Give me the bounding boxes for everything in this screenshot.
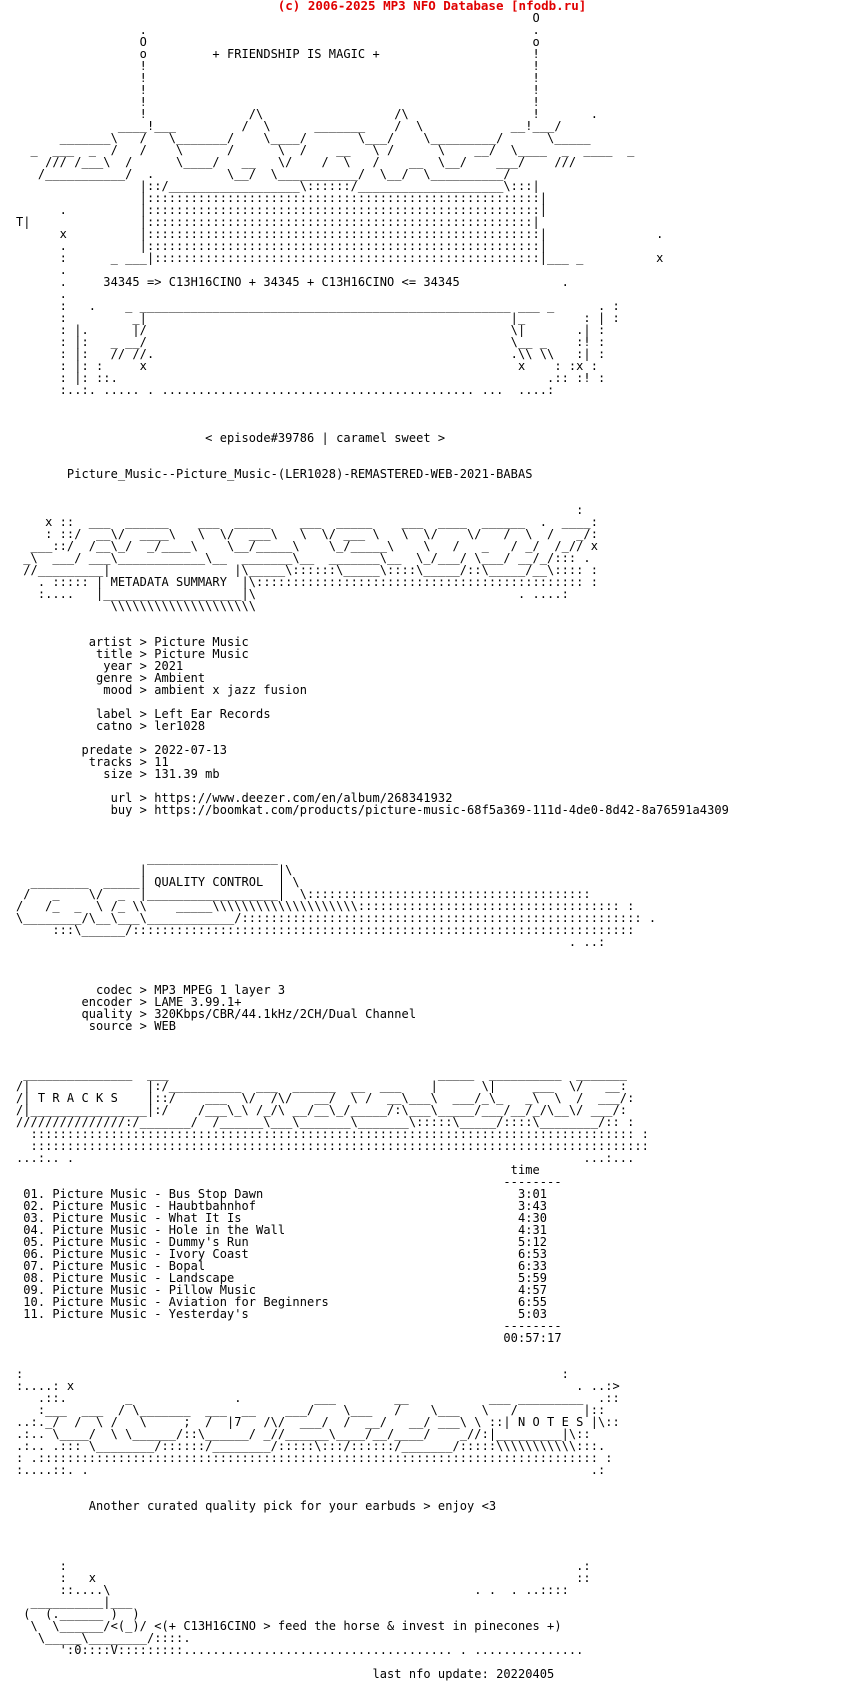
nfo-line: last nfo update: 20220405	[16, 1667, 555, 1681]
nfo-line: \\\\\\\\\\\\\\\\\\\\	[16, 599, 257, 613]
nfo-line	[16, 1476, 729, 1488]
nfo-line: : . _ ___________________________________________________ ___ _ . :	[16, 299, 620, 313]
nfo-line: mood > ambient x jazz fusion	[16, 683, 307, 697]
nfo-line: . 34345 => C13H16CINO + 34345 + C13H16CINO <= 34345 .	[16, 275, 569, 289]
nfo-line: :::\______/:::::::::::::::::::::::::::::::::::::::::::::::::::::::::::::::::::::	[16, 923, 635, 937]
nfo-line	[16, 1656, 729, 1668]
nfo-line: :....: x . ..:>	[16, 1379, 620, 1393]
nfo-line: :....::. . .:	[16, 1463, 606, 1477]
nfo-line: ________ _____| QUALITY CONTROL | \	[16, 875, 300, 889]
nfo-line	[16, 828, 729, 840]
nfo-line: 00:57:17	[16, 1331, 562, 1345]
nfo-line: :..:. ..... . ........................................... ... ....:	[16, 383, 555, 397]
nfo-line	[16, 612, 729, 624]
nfo-line: 11. Picture Music - Yesterday's 5:03	[16, 1307, 548, 1321]
nfo-line: : |. |/ \| .| :	[16, 323, 606, 337]
nfo-line: |::::::::::::::::::::::::::::::::::::::::::::::::::::::|	[16, 191, 548, 205]
nfo-line: artist > Picture Music	[16, 635, 249, 649]
nfo-line: / /_ _ \ /_ \\ _____\\\\\\\\\\\\\\\\\\\\:::::::::::::::::::::::::::::::::::: :	[16, 899, 635, 913]
nfo-line: genre > Ambient	[16, 671, 206, 685]
nfo-line	[16, 1032, 729, 1044]
nfo-line: :::::::::::::::::::::::::::::::::::::::::::::::::::::::::::::::::::::::::::::::::::::	[16, 1139, 649, 1153]
nfo-line: < episode#39786 | caramel sweet >	[16, 431, 446, 445]
nfo-line: /___________/ . \__/ \___________/ \__/ \__________/	[16, 167, 511, 181]
nfo-line	[16, 480, 729, 492]
nfo-line: :	[16, 503, 584, 517]
nfo-line: : :	[16, 1367, 569, 1381]
nfo-line	[16, 1524, 729, 1536]
nfo-ascii-art	[16, 12, 729, 1680]
nfo-line: O o	[16, 35, 540, 49]
nfo-line: 07. Picture Music - Bopal 6:33	[16, 1259, 548, 1273]
nfo-line: _ ___ _ / / \ / \ / __ \ / \ __/ \____ _ ____ _	[16, 143, 635, 157]
nfo-line: ! !	[16, 71, 540, 85]
nfo-line: quality > 320Kbps/CBR/44.1kHz/2CH/Dual Channel	[16, 1007, 417, 1021]
nfo-line: ___::/ /__\_/ _/____\ \__/_____\ \_/_____\ \ / _ / _/ /_// x	[16, 539, 598, 553]
nfo-line: |::/__________________\::::::/____________________\:::|	[16, 179, 540, 193]
nfo-line	[16, 948, 729, 960]
nfo-line	[16, 1512, 729, 1524]
nfo-line: encoder > LAME 3.99.1+	[16, 995, 242, 1009]
nfo-line: ::....\ . . . ..::::	[16, 1583, 569, 1597]
nfo-line: O	[16, 11, 540, 25]
nfo-line: url > https://www.deezer.com/en/album/268341932	[16, 791, 453, 805]
nfo-line: . |::::::::::::::::::::::::::::::::::::::::::::::::::::::|	[16, 239, 548, 253]
nfo-line: . |::::::::::::::::::::::::::::::::::::::::::::::::::::::|	[16, 203, 548, 217]
nfo-line: /|________________|:/ /___\_\ /_/\ __/__\_/_____/:\___\_____/___/__/_/\__\/ ___/:	[16, 1103, 628, 1117]
nfo-line: --------	[16, 1175, 562, 1189]
nfo-line: : x ::	[16, 1571, 591, 1585]
nfo-line: : .::::::::::::::::::::::::::::::::::::::::::::::::::::::::::::::::::::::::::::: :	[16, 1451, 613, 1465]
nfo-line	[16, 960, 729, 972]
nfo-line: 03. Picture Music - What It Is 4:30	[16, 1211, 548, 1225]
nfo-line: : _| |_ : | :	[16, 311, 620, 325]
nfo-line: 10. Picture Music - Aviation for Beginners 6:55	[16, 1295, 548, 1309]
nfo-line: / _ \/ _ |__________________| \:::::::::::::::::::::::::::::::::::::::	[16, 887, 591, 901]
nfo-line: : ::/ __\/ ____\ \ \/ ___\ \ \/ ___ \ \ \/ \/ / \ / _/:	[16, 527, 598, 541]
nfo-line: :___ ___ / \_______ ___ __ ___/ \___ / \___ \ / |::	[16, 1403, 606, 1417]
nfo-line: . ..:	[16, 935, 606, 949]
nfo-line	[16, 816, 729, 828]
nfo-line: : |: ::. .:: :! :	[16, 371, 606, 385]
nfo-line: \________/\__\___\____________/::::::::::::::::::::::::::::::::::::::::::::::::::::::: .	[16, 911, 657, 925]
nfo-line: time	[16, 1163, 540, 1177]
nfo-line: Another curated quality pick for your earbuds > enjoy <3	[16, 1499, 497, 1513]
nfo-line: .	[16, 263, 67, 277]
nfo-line: _\ ___/ ___\____________\__ _______\__ _______\__ \_/___/ \___/ __/_/::: .	[16, 551, 591, 565]
nfo-line: /| T R A C K S |::/ ___ \/ /\/ __/ \ / __\___\ ___/_\_ _\ \ / ___/:	[16, 1091, 635, 1105]
nfo-line	[16, 408, 729, 420]
nfo-line: __________|___	[16, 1595, 133, 1609]
nfo-line: : |: _ __/ \__ _ :! :	[16, 335, 606, 349]
nfo-line: ! !	[16, 95, 540, 109]
nfo-line: .:.. .::: \________/::::::/________/:::::\:::/::::::/_______/:::::\\\\\\\\\\\:::.	[16, 1439, 606, 1453]
nfo-line: T| |:::::::::::::::::::::::::::::::::::::::::::::::::::::|	[16, 215, 540, 229]
nfo-line: ..:._/ / \ / \ ; / |7 /\/ ___/ / __/ __/ ___\ \ ::| N O T E S |\::	[16, 1415, 620, 1429]
nfo-line	[16, 1536, 729, 1548]
nfo-line: Picture_Music--Picture_Music-(LER1028)-REMASTERED-WEB-2021-BABAS	[16, 467, 533, 481]
nfo-line: year > 2021	[16, 659, 184, 673]
nfo-line: x :: ___ ______ ___ _____ ___ _____ ___ ____ ______ . ____:	[16, 515, 598, 529]
nfo-line: ':0::::V:::::::::..................................... . ...............	[16, 1643, 584, 1657]
nfo-line: ! !	[16, 83, 540, 97]
nfo-line: source > WEB	[16, 1019, 177, 1033]
nfo-line: : |: // //. .\\ \\ :| :	[16, 347, 606, 361]
nfo-line: /// /___\ / \____/ __ \/ / \ / __ \__/ ___/ ///	[16, 155, 577, 169]
nfo-line: x |::::::::::::::::::::::::::::::::::::::::::::::::::::::| .	[16, 227, 664, 241]
nfo-line: predate > 2022-07-13	[16, 743, 227, 757]
nfo-line: | |\	[16, 863, 293, 877]
nfo-line: 02. Picture Music - Haubtbahnhof 3:43	[16, 1199, 548, 1213]
nfo-line: /| |:/__________ ___ ______ __ ___ | \| ___ \/ __:	[16, 1079, 628, 1093]
nfo-line: ____!___ / \ _______ / \ __!___/	[16, 119, 562, 133]
nfo-line: buy > https://boomkat.com/products/picture-music-68f5a369-111d-4de0-8d42-8a76591a4309	[16, 803, 729, 817]
nfo-line: catno > ler1028	[16, 719, 206, 733]
nfo-line: : |: : x x : :x :	[16, 359, 598, 373]
nfo-line: title > Picture Music	[16, 647, 249, 661]
nfo-line	[16, 444, 729, 456]
nfo-line: \_____\________/::::.	[16, 1631, 191, 1645]
nfo-line: 01. Picture Music - Bus Stop Dawn 3:01	[16, 1187, 548, 1201]
nfo-line: : _ ___|:::::::::::::::::::::::::::::::::::::::::::::::::::::|___ _ x	[16, 251, 664, 265]
nfo-line: ! !	[16, 59, 540, 73]
nfo-line: o + FRIENDSHIP IS MAGIC + !	[16, 47, 540, 61]
nfo-line: codec > MP3 MPEG 1 layer 3	[16, 983, 286, 997]
nfo-line: 05. Picture Music - Dummy's Run 5:12	[16, 1235, 548, 1249]
nfo-line: size > 131.39 mb	[16, 767, 220, 781]
nfo-line: _______________ ___ _____ __________ _______	[16, 1067, 628, 1081]
nfo-line: __________________	[16, 851, 278, 865]
nfo-line: . .	[16, 23, 540, 37]
nfo-line	[16, 1044, 729, 1056]
nfo-line: .::. _ . ___ __ ___ _________ .::	[16, 1391, 620, 1405]
nfo-line: :.... |___________________|\ . ....:	[16, 587, 569, 601]
nfo-line: //_________| |\_____\::::::\_____\::::\_____/::\_____/__\:::: :	[16, 563, 598, 577]
nfo-line: ///////////////:/_______/ /______\___\_______\_______\:::::\_____/::::\________/:: :	[16, 1115, 635, 1129]
nfo-line	[16, 1344, 729, 1356]
nfo-line: .	[16, 287, 67, 301]
nfo-line: : .:	[16, 1559, 591, 1573]
nfo-line: 06. Picture Music - Ivory Coast 6:53	[16, 1247, 548, 1261]
nfo-line: 09. Picture Music - Pillow Music 4:57	[16, 1283, 548, 1297]
nfo-line: .:.. \____/ \ \______/::\______/ _//______\____/__/____/ _//:|_________|\::	[16, 1427, 591, 1441]
nfo-line: ( (.______ ) )	[16, 1607, 140, 1621]
nfo-line: tracks > 11	[16, 755, 169, 769]
nfo-line: 08. Picture Music - Landscape 5:59	[16, 1271, 548, 1285]
nfo-line: label > Left Ear Records	[16, 707, 271, 721]
nfo-line: 04. Picture Music - Hole in the Wall 4:31	[16, 1223, 548, 1237]
copyright-header: (c) 2006-2025 MP3 NFO Database [nfodb.ru]	[277, 0, 587, 13]
nfo-line: . ::::: | METADATA SUMMARY |\::::::::::::::::::::::::::::::::::::::::::::: :	[16, 575, 598, 589]
nfo-line: ::::::::::::::::::::::::::::::::::::::::::::::::::::::::::::::::::::::::::::::::::: :	[16, 1127, 649, 1141]
nfo-line: ...:.. . ...:...	[16, 1151, 635, 1165]
nfo-line: ! /\ /\ ! .	[16, 107, 598, 121]
nfo-line: \ \______/<(_)/ <(+ C13H16CINO > feed the horse & invest in pinecones +)	[16, 1619, 562, 1633]
nfo-line	[16, 396, 729, 408]
nfo-line: --------	[16, 1319, 562, 1333]
nfo-line: _______\ / \_______/ \____/ \___/ \_________/ \_____	[16, 131, 591, 145]
